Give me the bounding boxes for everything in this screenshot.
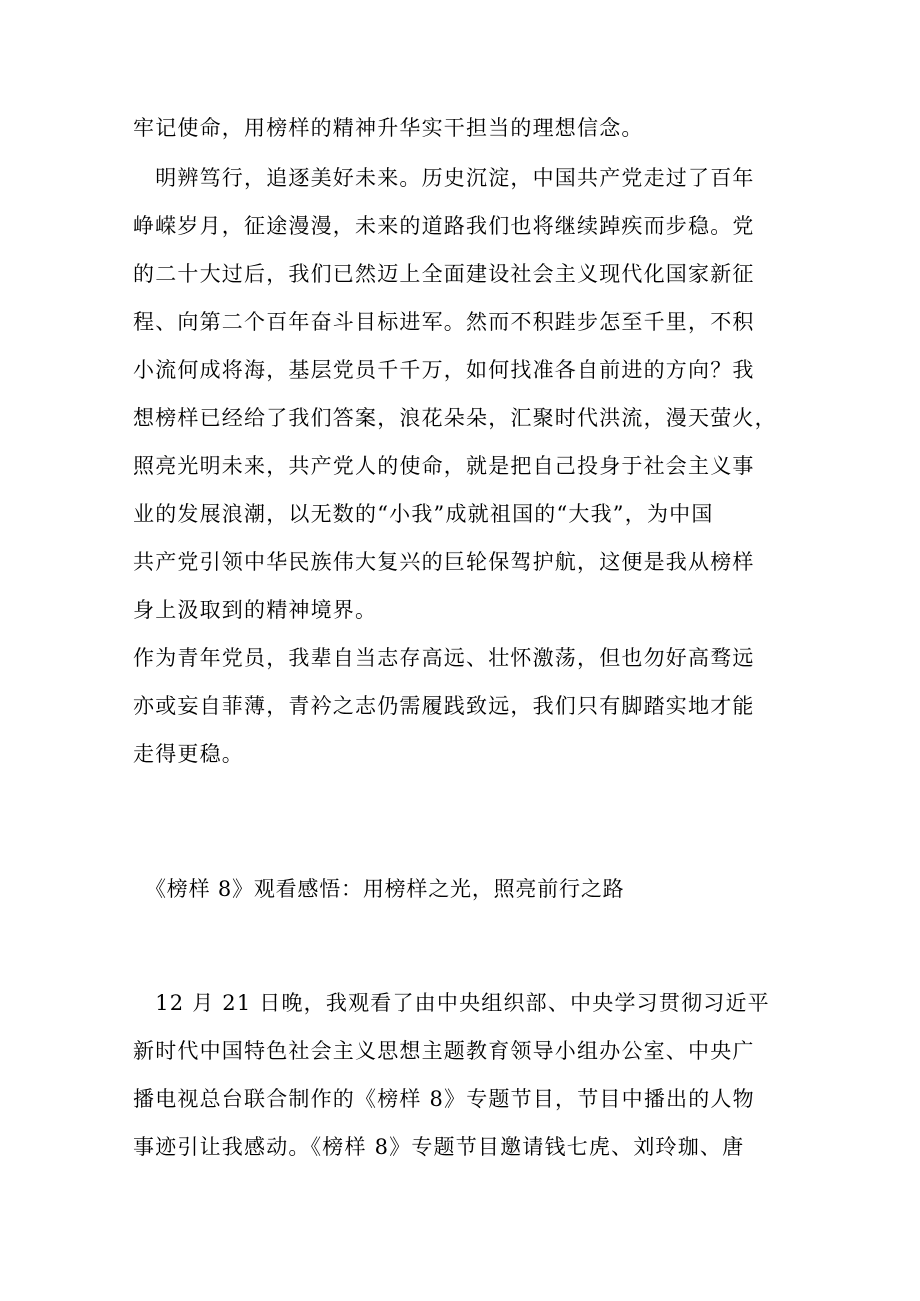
paragraph-2-line-2: 峥嵘岁月，征途漫漫，未来的道路我们也将继续踔疾而步稳。党 <box>133 214 755 238</box>
paragraph-3-line-3: 走得更稳。 <box>133 742 244 766</box>
paragraph-2-line-9: 共产党引领中华民族伟大复兴的巨轮保驾护航，这便是我从榜样 <box>133 550 755 574</box>
paragraph-2-line-8: 业的发展浪潮，以无数的“小我”成就祖国的“大我”，为中国 <box>133 502 714 526</box>
paragraph-4-line-1: 12 月 21 日晚，我观看了由中央组织部、中央学习贯彻习近平 <box>133 991 770 1015</box>
paragraph-4-line-4: 事迹引让我感动。《榜样 8》专题节目邀请钱七虎、刘玲珈、唐 <box>133 1135 745 1159</box>
paragraph-2-line-4: 程、向第二个百年奋斗目标进军。然而不积跬步怎至千里，不积 <box>133 310 755 334</box>
paragraph-4-line-3: 播电视总台联合制作的《榜样 8》专题节目，节目中播出的人物 <box>133 1087 755 1111</box>
paragraph-2-line-5: 小流何成将海，基层党员千千万，如何找准各自前进的方向？我 <box>133 358 755 382</box>
paragraph-4-line-2: 新时代中国特色社会主义思想主题教育领导小组办公室、中央广 <box>133 1039 755 1063</box>
paragraph-3-line-2: 亦或妄自菲薄，青衿之志仍需履践致远，我们只有脚踏实地才能 <box>133 694 755 718</box>
paragraph-3-line-1: 作为青年党员，我辈自当志存高远、壮怀激荡，但也勿好高骛远 <box>133 646 755 670</box>
paragraph-2-line-1: 明辨笃行，追逐美好未来。历史沉淀，中国共产党走过了百年 <box>133 166 755 190</box>
paragraph-1-line-1: 牢记使命，用榜样的精神升华实干担当的理想信念。 <box>133 116 644 140</box>
paragraph-2-line-10: 身上汲取到的精神境界。 <box>133 598 378 622</box>
paragraph-2-line-3: 的二十大过后，我们已然迈上全面建设社会主义现代化国家新征 <box>133 262 755 286</box>
paragraph-2-line-7: 照亮光明未来，共产党人的使命，就是把自己投身于社会主义事 <box>133 454 755 478</box>
section-title: 《榜样 8》观看感悟：用榜样之光，照亮前行之路 <box>145 877 625 901</box>
paragraph-2-line-6: 想榜样已经给了我们答案，浪花朵朵，汇聚时代洪流，漫天萤火， <box>133 406 777 430</box>
